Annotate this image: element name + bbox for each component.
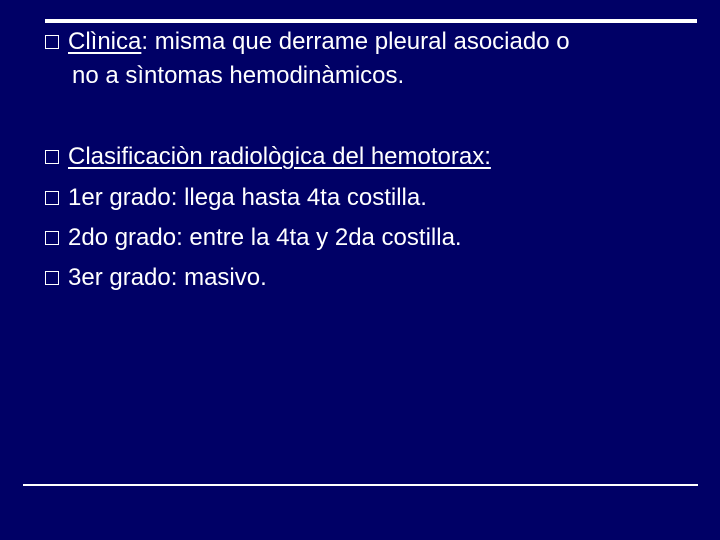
bottom-rule bbox=[23, 484, 698, 486]
bullet-clasificacion bbox=[45, 143, 491, 171]
grado-2-text: 2do grado: entre la 4ta y 2da costilla. bbox=[68, 224, 462, 251]
square-bullet-icon bbox=[45, 35, 59, 49]
square-bullet-icon bbox=[45, 271, 59, 285]
clinica-text: : misma que derrame pleural asociado o bbox=[141, 28, 570, 55]
bullet-clinica bbox=[45, 28, 570, 56]
bullet-grado-3 bbox=[45, 264, 267, 292]
bullet-grado-1 bbox=[45, 184, 427, 212]
square-bullet-icon bbox=[45, 191, 59, 205]
bullet-grado-2 bbox=[45, 224, 462, 252]
grado-1-text: 1er grado: llega hasta 4ta costilla. bbox=[68, 184, 427, 211]
clinica-heading: Clìnica bbox=[68, 28, 142, 55]
square-bullet-icon bbox=[45, 150, 59, 164]
clasificacion-heading: Clasificaciòn radiològica del hemotorax: bbox=[68, 143, 491, 170]
square-bullet-icon bbox=[45, 231, 59, 245]
clinica-text-continuation: no a sìntomas hemodinàmicos. bbox=[72, 62, 405, 89]
top-rule bbox=[45, 19, 697, 23]
grado-3-text: 3er grado: masivo. bbox=[68, 264, 267, 291]
